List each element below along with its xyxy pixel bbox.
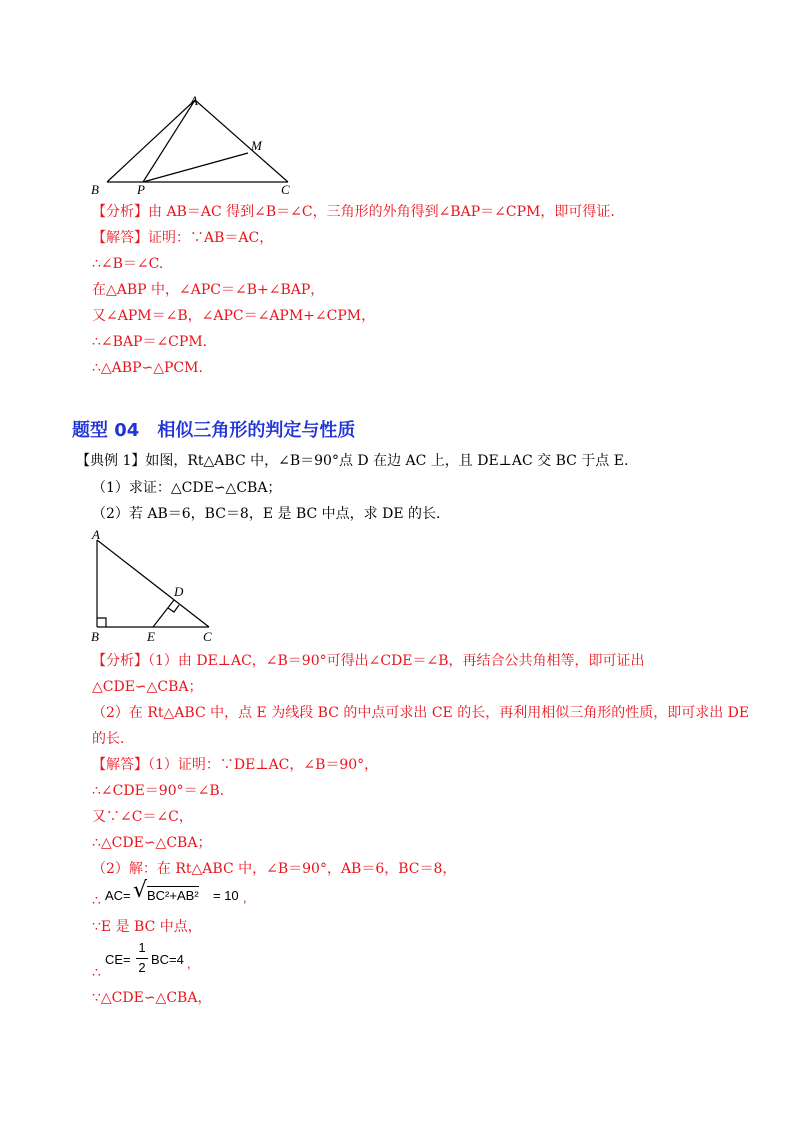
solution2-line-3: 又∵∠C＝∠C， [92, 809, 193, 825]
equation-ac-left: AC= [105, 888, 131, 903]
solution2-line-7: ∵E 是 BC 中点， [92, 919, 202, 935]
solution2-line-9: ∵△CDE∽△CBA， [92, 990, 212, 1006]
analysis2-line-3: （2）在 Rt△ABC 中，点 E 为线段 BC 的中点可求出 CE 的长，再利用相似三角形的性质，即可求出 DE [92, 705, 750, 721]
segment-ac [195, 100, 288, 182]
solution2-line-2: ∴∠CDE＝90°＝∠B. [92, 783, 225, 799]
fraction-bar [136, 958, 148, 959]
label-p: P [137, 182, 145, 197]
equation-ac-radicand: BC²+AB² [147, 888, 199, 903]
solution-line-1: 【解答】证明：∵AB＝AC， [92, 230, 274, 246]
fraction-denominator: 2 [138, 960, 146, 975]
sqrt-sign-icon: √ [133, 878, 148, 903]
label-c: C [281, 182, 290, 197]
solution-line-3: 在△ABP 中，∠APC＝∠B+∠BAP， [92, 282, 325, 298]
equation-ce-right: BC=4 [151, 952, 184, 967]
example-question-1: （1）求证：△CDE∽△CBA； [92, 480, 282, 496]
equation-ac-suffix: , [243, 890, 247, 905]
section-heading: 题型 04 相似三角形的判定与性质 [72, 420, 356, 441]
label-e: E [147, 629, 155, 644]
equation-ac-right: = 10 [213, 888, 239, 903]
triangle-figure-1 [85, 90, 305, 200]
analysis2-line-1: 【分析】（1）由 DE⊥AC，∠B＝90°可得出∠CDE＝∠B，再结合公共角相等，即可证出 [92, 653, 645, 669]
analysis-line: 【分析】由 AB＝AC 得到∠B＝∠C，三角形的外角得到∠BAP＝∠CPM，即可得证. [92, 204, 615, 220]
solution2-line-8-prefix: ∴ [92, 965, 101, 981]
label-a: A [190, 93, 198, 108]
label-m: M [251, 138, 262, 153]
solution-line-2: ∴∠B＝∠C. [92, 256, 164, 272]
right-angle-mark-b [97, 618, 106, 627]
analysis2-line-2: △CDE∽△CBA； [92, 679, 203, 695]
solution-line-5: ∴∠BAP＝∠CPM. [92, 334, 208, 350]
label-b: B [91, 182, 99, 197]
equation-ce-suffix: , [187, 956, 191, 971]
label-b: B [91, 629, 99, 644]
solution-line-4: 又∠APM＝∠B，∠APC＝∠APM+∠CPM， [92, 308, 376, 324]
fraction-numerator: 1 [138, 940, 146, 955]
label-c: C [203, 629, 212, 644]
segment-ac [97, 540, 209, 627]
solution2-line-4: ∴△CDE∽△CBA； [92, 835, 212, 851]
triangle-figure-2 [85, 525, 225, 650]
analysis2-line-4: 的长. [92, 731, 125, 747]
equation-ce-left: CE= [105, 952, 131, 967]
label-a: A [92, 527, 100, 542]
segment-de [153, 600, 174, 627]
solution-line-6: ∴△ABP∽△PCM. [92, 360, 203, 376]
example-intro: 【典例 1】如图，Rt△ABC 中，∠B＝90°点 D 在边 AC 上，且 DE⊥AC 交 BC 于点 E. [76, 453, 629, 469]
solution2-line-5: （2）解：在 Rt△ABC 中，∠B＝90°，AB＝6，BC＝8， [92, 861, 457, 877]
label-d: D [174, 584, 184, 599]
solution2-line-1: 【解答】（1）证明：∵DE⊥AC，∠B＝90°， [92, 757, 379, 773]
example-question-2: （2）若 AB＝6，BC＝8，E 是 BC 中点，求 DE 的长. [92, 506, 441, 522]
solution2-line-6-prefix: ∴ [92, 893, 101, 909]
